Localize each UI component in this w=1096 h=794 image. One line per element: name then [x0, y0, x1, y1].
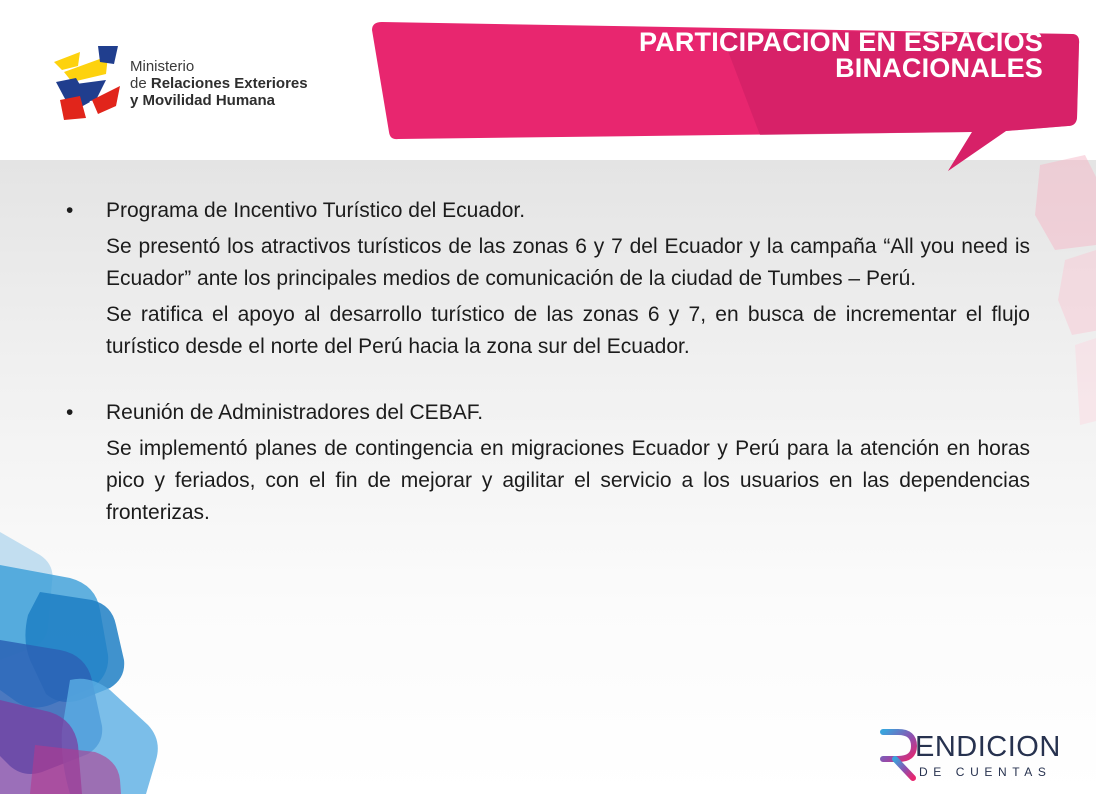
- bullet-paragraph: Se implementó planes de contingencia en migraciones Ecuador y Perú para la atención en horas pico y feriados, con el fin de mejorar y agilitar el servicio a los usuarios en las dependencias fronterizas.: [106, 437, 1030, 524]
- ministry-logo: [50, 42, 340, 122]
- bullet-item: [66, 397, 1030, 429]
- bullet-dot: •: [66, 199, 74, 222]
- rendicion-main-text: ENDICION: [915, 731, 1061, 763]
- rendicion-sub-text: DE CUENTAS: [919, 765, 1052, 779]
- bullet-item: [66, 195, 1030, 227]
- logo-line-ministerio: Ministerio: [130, 58, 195, 75]
- bullet-paragraph: Se ratifica el apoyo al desarrollo turístico de las zonas 6 y 7, en busca de incrementar el flujo turístico desde el norte del Perú hacia la zona sur del Ecuador.: [106, 303, 1030, 358]
- spacer: [66, 363, 1030, 397]
- logo-line-movilidad: y Movilidad Humana: [130, 92, 276, 109]
- left-hexagon-decoration: [0, 532, 158, 794]
- logo-line-bold: Relaciones Exteriores: [150, 75, 308, 92]
- right-hexagon-decoration: [1035, 155, 1096, 425]
- bullet-paragraph: Se presentó los atractivos turísticos de las zonas 6 y 7 del Ecuador y la campaña “All you need is Ecuador” ante los principales medios de comunicación de la ciudad de Tumbes – Perú.: [106, 235, 1030, 290]
- content-body: [66, 195, 1030, 529]
- ministry-emblem-icon: [50, 42, 126, 122]
- rendicion-r-icon: [878, 728, 918, 783]
- rendicion-de-cuentas-logo: [878, 728, 1078, 783]
- bullet-heading: Reunión de Administradores del CEBAF.: [106, 401, 484, 424]
- page-title-line-1: PARTICIPACION EN ESPACIOS: [638, 27, 1043, 57]
- logo-line-relaciones: [130, 75, 308, 92]
- bullet-heading: Programa de Incentivo Turístico del Ecuador.: [106, 199, 526, 222]
- page-title-line-2: BINACIONALES: [835, 53, 1043, 83]
- logo-line-prefix: de: [130, 75, 151, 92]
- bullet-dot: •: [66, 401, 74, 424]
- page-title: [543, 29, 1043, 81]
